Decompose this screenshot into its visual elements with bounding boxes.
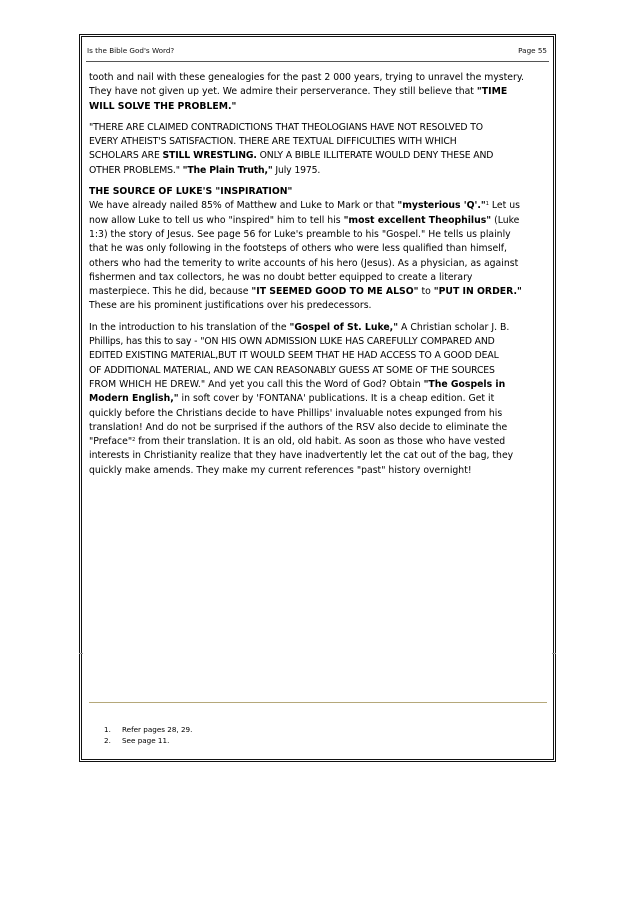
footnotes: [104, 725, 192, 746]
text-line: EDITED EXISTING MATERIAL,BUT IT WOULD SEEM THAT HE HAD ACCESS TO A GOOD DEAL: [89, 350, 499, 362]
running-title: Is the Bible God's Word?: [87, 46, 175, 55]
text-line: [89, 392, 547, 406]
footnote-divider: [89, 702, 547, 703]
emphasis: "TIME: [476, 86, 508, 98]
text-line: others who had the temerity to write accounts of his hero (Jesus). As a physician, as against: [89, 257, 519, 269]
text-line: that he was only following in the footsteps of others who were less qualified than himself,: [89, 243, 507, 255]
footnote-number: 1.: [104, 725, 111, 734]
footnote-item: [104, 725, 192, 736]
text-line: EVERY ATHEIST'S SATISFACTION. THERE ARE TEXTUAL DIFFICULTIES WITH WHICH: [89, 136, 457, 148]
text-run: In the introduction to his translation of the: [89, 321, 290, 333]
margin-mark: [552, 653, 556, 654]
page-header: [87, 46, 547, 60]
text-line: [89, 149, 547, 163]
emphasis: "The Gospels in: [423, 378, 506, 390]
footnote-ref[interactable]: 2: [132, 437, 136, 444]
text-line: [89, 321, 547, 335]
footnote-ref[interactable]: 1: [485, 201, 489, 208]
footnote-text: See page 11.: [122, 735, 170, 745]
text-line: fishermen and tax collectors, he was no doubt better equipped to create a literary: [89, 271, 473, 283]
margin-mark: [79, 653, 83, 654]
header-divider: [86, 61, 549, 62]
text-run: July 1975.: [272, 164, 321, 176]
text-line: [89, 214, 547, 228]
paragraph-genealogies: [89, 71, 547, 114]
text-run: OTHER PROBLEMS.": [89, 164, 183, 176]
text-run: to: [418, 286, 434, 298]
paragraph-phillips: [89, 321, 547, 478]
text-run: "Preface": [89, 436, 133, 448]
text-run: in soft cover by 'FONTANA' publications. It is a cheap edition. Get it: [178, 393, 495, 405]
text-line: [89, 199, 547, 213]
text-run: We have already nailed 85% of Matthew and Luke to Mark or that: [89, 200, 398, 212]
emphasis: "most excellent Theophilus": [343, 214, 492, 226]
emphasis: Modern English,": [89, 393, 179, 405]
section-heading: [89, 185, 547, 199]
text-line: [89, 164, 547, 178]
emphasis: STILL WRESTLING.: [162, 150, 257, 162]
emphasis: "mysterious 'Q'.": [397, 200, 486, 212]
text-run: (Luke: [491, 214, 520, 226]
paragraph-plain-truth-quote: [89, 121, 547, 178]
paragraph-luke-inspiration: [89, 185, 547, 314]
emphasis: "Gospel of St. Luke,": [289, 321, 399, 333]
text-line: [89, 85, 547, 99]
text-run: They have not given up yet. We admire their perserverance. They still believe that: [89, 86, 477, 98]
text-line: quickly before the Christians decide to have Phillips' invaluable notes expunged from his: [89, 407, 503, 419]
text-line: translation! And do not be surprised if the authors of the RSV also decide to eliminate the: [89, 421, 508, 433]
text-line: interests in Christianity realize that they have inadvertently let the cat out of the bag, they: [89, 450, 514, 462]
text-line: [89, 435, 547, 449]
emphasis: "IT SEEMED GOOD TO ME ALSO": [251, 286, 419, 298]
footnote-number: 2.: [104, 735, 111, 745]
text-line: Phillips, has this to say - "ON HIS OWN ADMISSION LUKE HAS CAREFULLY COMPARED AND: [89, 336, 495, 348]
text-line: [89, 285, 547, 299]
text-run: FROM WHICH HE DREW." And yet you call this the Word of God? Obtain: [89, 378, 424, 390]
text-line: "THERE ARE CLAIMED CONTRADICTIONS THAT THEOLOGIANS HAVE NOT RESOLVED TO: [89, 121, 483, 133]
text-line: [89, 378, 547, 392]
emphasis: "The Plain Truth,": [182, 164, 273, 176]
text-run: masterpiece. This he did, because: [89, 286, 252, 298]
text-run: ONLY A BIBLE ILLITERATE WOULD DENY THESE AND: [256, 150, 494, 162]
emphasis: WILL SOLVE THE PROBLEM.": [89, 100, 237, 112]
text-run: now allow Luke to tell us who "inspired" him to tell his: [89, 214, 344, 226]
text-line: [89, 100, 547, 114]
text-line: OF ADDITIONAL MATERIAL, AND WE CAN REASONABLY GUESS AT SOME OF THE SOURCES: [89, 364, 495, 376]
text-line: 1:3) the story of Jesus. See page 56 for Luke's preamble to his "Gospel." He tells us plainly: [89, 228, 511, 240]
text-run: from their translation. It is an old, old habit. As soon as those who have vested: [135, 436, 506, 448]
body-text: [89, 71, 547, 485]
text-run: SCHOLARS ARE: [89, 150, 163, 162]
text-line: quickly make amends. They make my current references "past" history overnight!: [89, 464, 472, 476]
footnote-text: Refer pages 28, 29.: [122, 725, 193, 734]
text-line: These are his prominent justifications over his predecessors.: [89, 300, 372, 312]
text-run: A Christian scholar J. B.: [398, 321, 510, 333]
page-number: Page 55: [518, 46, 547, 55]
heading-text: THE SOURCE OF LUKE'S "INSPIRATION": [89, 186, 293, 198]
text-line: tooth and nail with these genealogies for the past 2 000 years, trying to unravel the mystery.: [89, 72, 524, 83]
emphasis: "PUT IN ORDER.": [433, 286, 522, 298]
footnote-item: [104, 736, 192, 747]
text-run: Let us: [488, 200, 520, 212]
